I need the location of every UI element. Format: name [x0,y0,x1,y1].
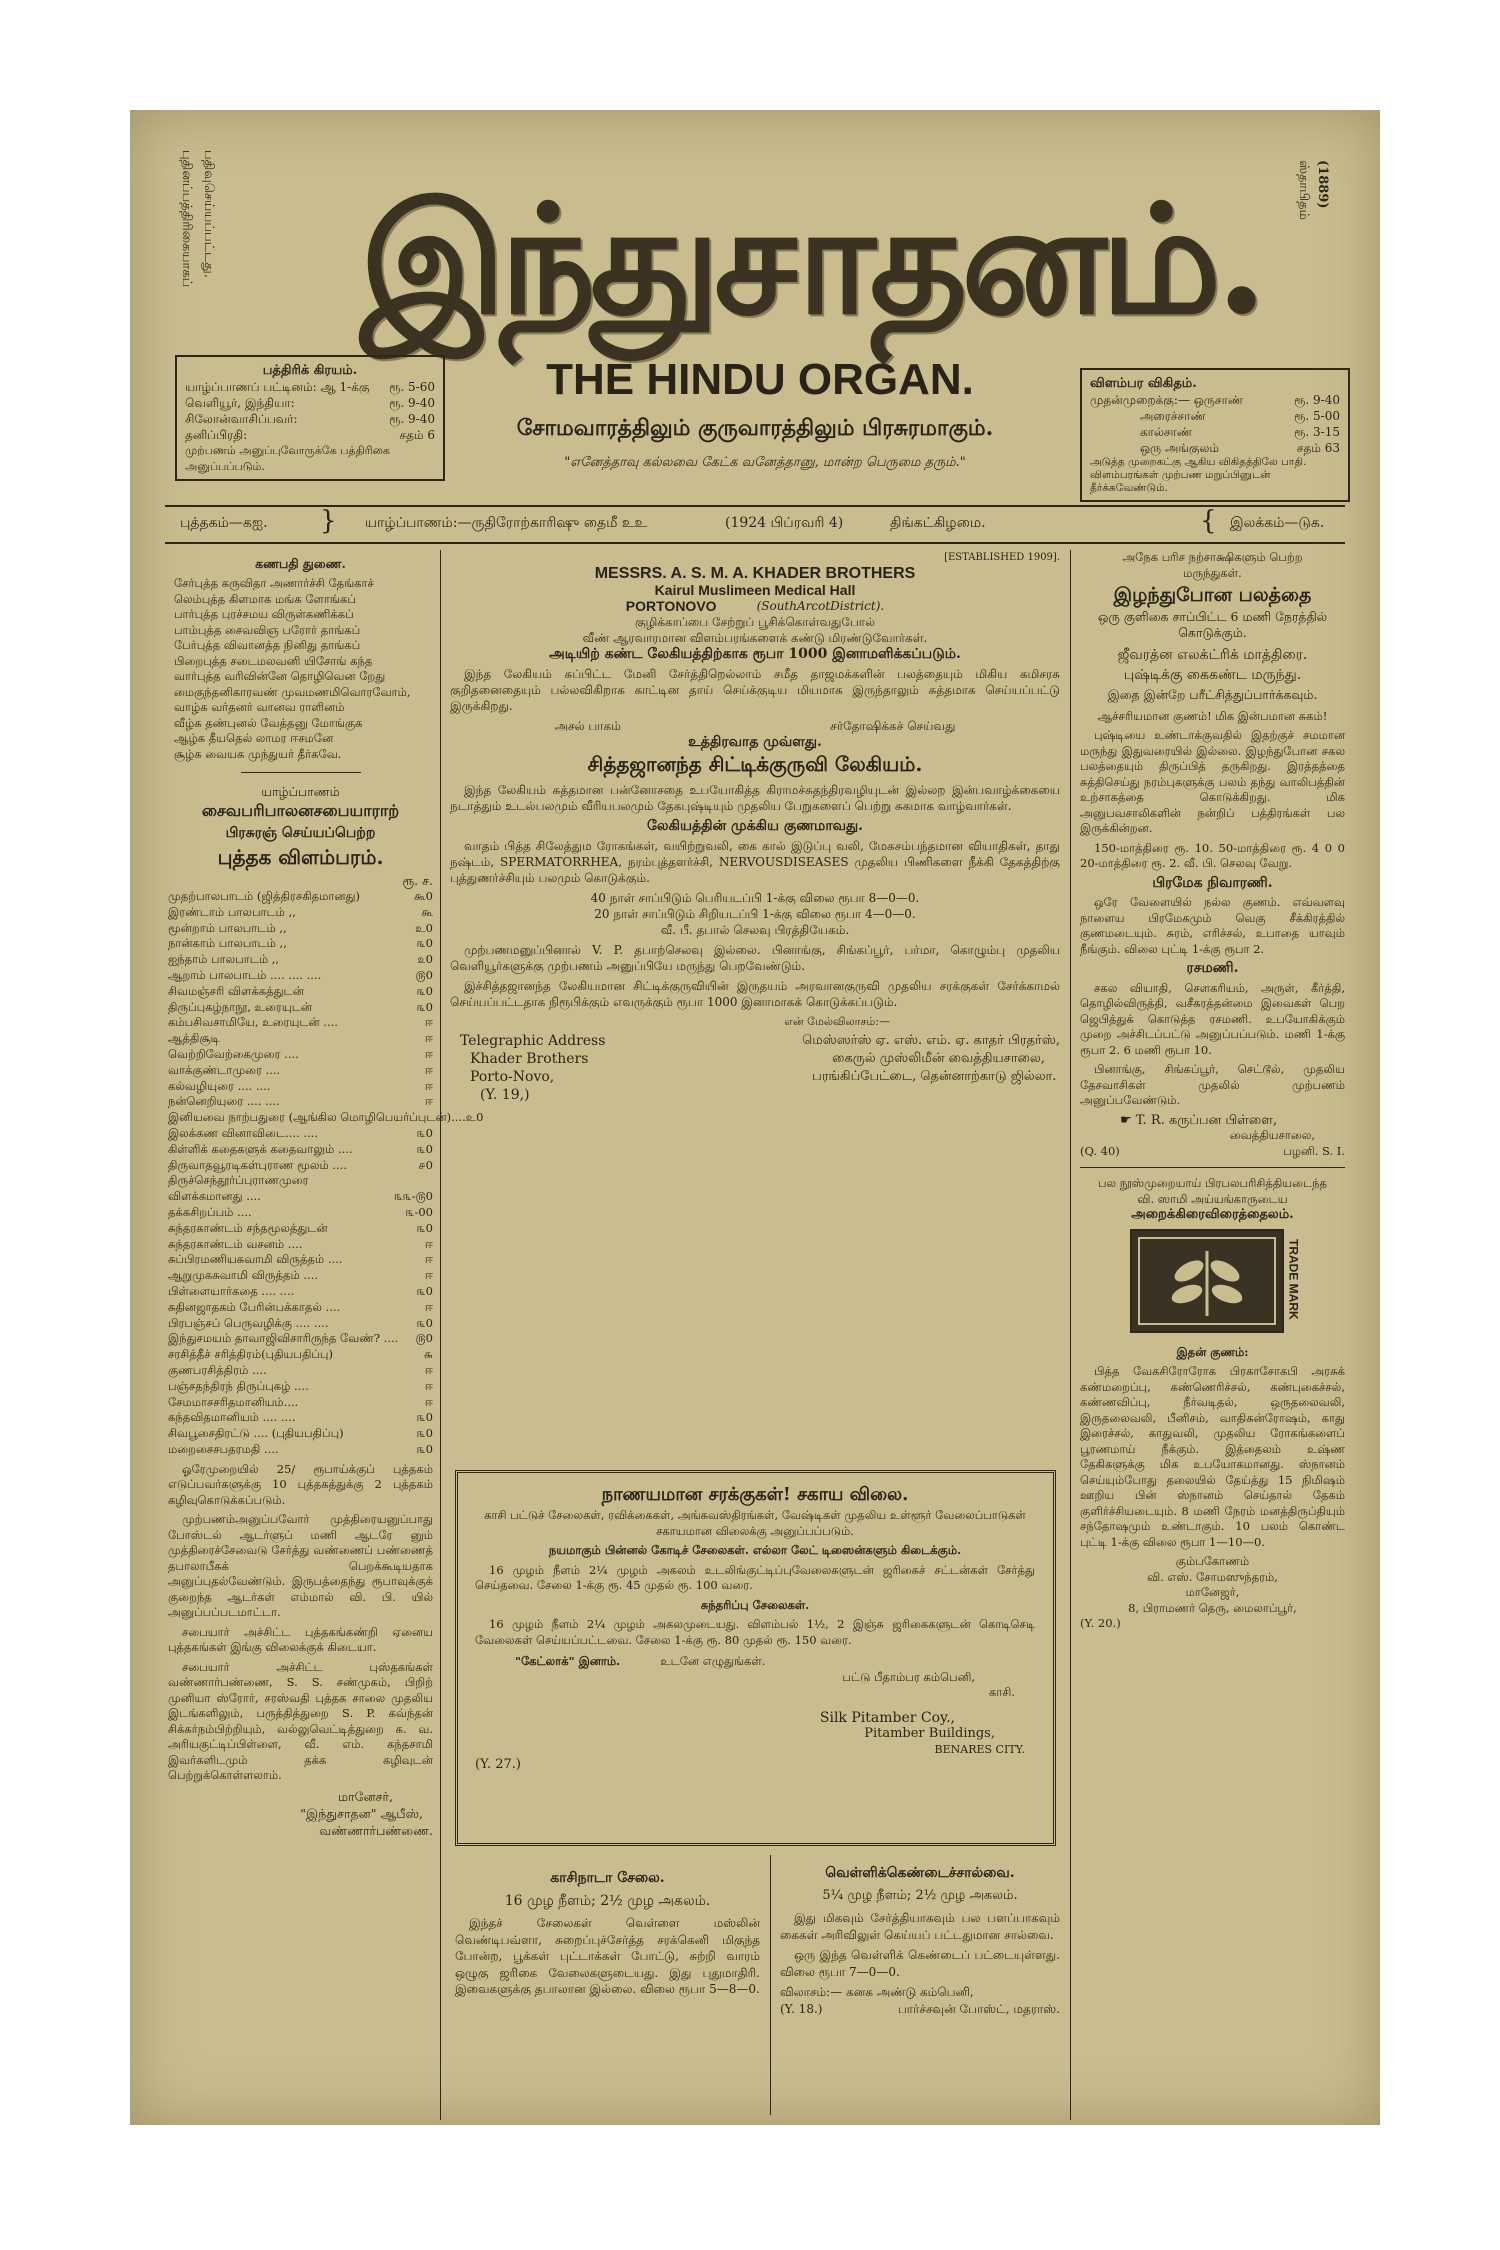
masthead-title-english: THE HINDU ORGAN. [546,355,974,404]
book-row: நன்னெறியுரை .... .... ஈ [168,1094,433,1109]
body-3: சகல வியாதி, சௌகரியம், அருள், கீர்த்தி, தொழில்விருத்தி, வசீகரத்தன்மை இவைகள் பெற ஜெபித்துக் கொடுத்த ரசமணி. உபயோகிக்கும் முறை அச்சிடப்பட்டு அனுப்பப்படும். மணி 1-க்கு ரூபா 2. 6 மணி ரூபா 10. [1080,980,1345,1057]
postage: வீ. பீ. தபால் செலவு பிரத்தியேகம். [660,923,850,937]
book-row: இனியவை நாற்பதுரை (ஆங்கில மொழிபெயர்ப்புடன்).... உ0 [168,1110,484,1125]
book-row: கம்பசிவசாமியே, உரையுடன் .... ஈ [168,1015,433,1030]
shawl-seller: விலாசம்:— கனக அண்டு கம்பெனி, [780,1985,974,1999]
book-list [168,889,484,1458]
book-row: ஆறுமுகசுவாமி விருத்தம் .... ஈ [168,1268,433,1283]
book-row: கிள்ளிக் கதைகளுக் கதைவாலும் .... ௩0 [168,1141,433,1156]
paragraph: வாதம் பித்த சிலேத்தும ரோகங்கள், வயிற்றுவலி, கை கால் இடுப்பு வலி, மேகசம்பந்தமான வியாதிகள், தாது நஷ்டம், SPERMATORRHEA, நரம்புத்தளர்ச்சி, NERVOUSDISEASES முதலிய பிணிகளை நீக்கி தேகத்திற்கு புத்துணர்ச்சியும் பலமும் கொடுக்கும். [450,839,1060,885]
poem-line: லெம்புத்த கிளமாக மங்க ளோங்கப் [174,591,356,606]
book-row: ஆறாம் பாலபாடம் .... .... .... ௫0 [168,967,433,982]
shawl-body: இது மிகவும் சேர்த்தியாகவும் பல பளப்பாகவும் கைகள் அரிவிலுள் கெய்யப் பட்டதுமான சால்வை. [780,1911,1060,1942]
catalog: "கேட்லாக்" இனாம். [515,1654,621,1668]
address-block [450,1032,1060,1104]
left-vertical-1: பதிவுசெய்யப்பட்டது. [201,150,216,278]
established: [ESTABLISHED 1909]. [944,552,1060,563]
price-1: 40 நாள் சாப்பிடும் பெரியடப்பி 1-க்கு விலை ரூபா 8—0—0. [590,891,920,905]
poem-line: பாம்புத்த சைவவிஞ பரோர் தாங்கப் [174,622,361,637]
uses: பித்த வேகசிரோரோக பிரகாசோகபி அரசுக் கண்மறைப்பு, கண்ணெரிச்சல், கண்புகைச்சல், கண்ணவிப்பு, நீர்வடிதல், ஒருதலைவலி, இருதலைவலி, பீனிசம், வாதிகன்ரோஷம், காது இரைச்சல், காதுவலி, முதலிய ரோகங்களைப் பூரணமாய் நீக்கும். இத்தைலம் உஷ்ண தேகிகளுக்கு மிக உபயோகமானது. ஸ்நானம் செய்யும்போது தலையில் தேய்த்து 15 நிமிஷம் ஊறிய பின் ஸ்நானம் செய்தால் தேகம் குளிர்ச்சியடையும். 8 மணி நேரம் மனத்திருப்தியும் சந்தோஷமும் உண்டாகும். 10 பலம் கொண்ட புட்டி 1-க்கு விலை ரூபா 1—10—0. [1080,1364,1345,1549]
book-row: சுந்தரகாண்டம் வசனம் .... ஈ [168,1236,433,1251]
tamil-address-line: கைருல் முஸ்லிமீன் வைத்தியசாலை, [832,1051,1045,1066]
catalog-2: உடனே எழுதுங்கள். [660,1654,766,1668]
book-row: சிவமஞ்சரி விளக்கத்துடன் ௩0 [168,983,433,998]
book-row: வாக்குண்டாமுரை .... ஈ [168,1062,433,1077]
rule [165,505,1345,507]
signoff-1: மானேசர், [337,1788,393,1804]
telegraphic-line: Porto-Novo, [470,1069,555,1085]
book-row: சேமமாசசரிதமானியம்.... ஈ [168,1394,433,1409]
advert-rates-box [1080,368,1350,502]
book-row: இரண்டாம் பாலபாடம் ,, கூ [168,904,433,919]
tamil-address [802,1032,1060,1104]
left-column [168,555,484,1839]
brace: { [1200,506,1217,536]
center-ad [450,550,1060,1104]
seller: ☛ T. R. கருப்பன பிள்ளை, [1120,1112,1278,1128]
shawl-price: ஒரு இந்த வெள்ளிக் கெண்டைப் பட்டையுள்ளது. விலை ரூபா 7—0—0. [780,1948,1060,1979]
masthead-title-tamil: இந்துசாதனம். [360,172,1262,348]
poem-line: சேர்புத்த கருவிதா அணார்ச்சி தேங்காச் [174,576,374,590]
product-1: ஜீவரத்ன எலக்ட்ரிக் மாத்திரை. [1117,647,1308,663]
seller-3: பழனி. S. I. [1283,1143,1345,1158]
label-left: அசல் பாகம் [554,719,621,733]
poem [174,576,433,762]
book-row: மறைசைசபதரமதி .... ௩0 [168,1441,433,1456]
body-4: பினாங்கு, சிங்கப்பூர், செட்டூல், முதலிய தேசவாசிகள் முதலில் முற்பணம் அனுப்பவேண்டும். [1080,1062,1345,1107]
rule [241,772,361,773]
body-2: ஒரே வேளையில் நல்ல குணம். எவ்வளவு நாளைய பிரமேகமும் வெகு சீக்கிரத்தில் குணமடையும். சுரம், எரிச்சல், உபாதை யாவும் நீங்கும். விலை புட்டி 1-க்கு ரூபா 2. [1080,895,1345,956]
poem-line: சூழ்க வையக முந்துயர் தீர்கவே. [174,746,342,761]
section-head: லேகியத்தின் முக்கிய குணமாவது. [646,818,864,834]
pub-org-line1: யாழ்ப்பாணம் [261,784,340,799]
pub-org-line2: சைவபரிபாலனசபையாராற் [201,801,400,820]
agent-1: வி. எஸ். சோமஸுந்தரம், [1147,1569,1278,1584]
silk-line2: நயமாகும் பின்னல் கோடிச் சேலைகள். எல்லா லேட் டிஸைன்களும் கிடைக்கும். [548,1543,962,1557]
rate-row: கால்சாண் ரூ. 3-15 [1140,425,1340,439]
column-divider [1070,550,1071,2120]
book-row: சுப்பிரமணியசுவாமி விருத்தம் .... ஈ [168,1252,433,1267]
building: Pitamber Buildings, [864,1726,995,1741]
book-row: குணபரசித்திரம் .... ஈ [168,1362,433,1377]
trademark-image [1130,1229,1284,1333]
district: (SouthArcotDistrict). [756,599,885,613]
book-row: விளக்கமானது .... ௩௩-௫0 [168,1189,433,1204]
ad2-line2: வி. ஸாமி அய்யங்காருடைய [1137,1191,1288,1206]
label-row [450,718,1060,734]
seller-2: வைத்தியசாலை, [1229,1128,1315,1142]
subscription-row: சிலோன்வாசிப்பவர்: ரூ. 9-40 [185,412,435,426]
shawl-code: (Y. 18.) [780,2001,823,2016]
book-row: பிரபஞ்சப் பெருவழிக்கு .... .... ௩0 [168,1315,433,1330]
shawl-size: 5¼ முழ நீளம்; 2½ முழ அகலம். [822,1887,1018,1903]
label-right: சர்தோஷிக்கச் செய்வது [830,719,956,733]
book-row: சுந்தரகாண்டம் சந்தமூலத்துடன் ௩0 [168,1220,433,1235]
signoff-3: வண்ணார்பண்ணை. [319,1822,433,1838]
shawl-ad [780,1865,1060,2017]
company-en: Silk Pitamber Coy., [819,1709,955,1726]
poem-line: வாழ்க வர்தனர் வானவ ராளினம் [174,700,345,714]
rate-row: ஒரு அங்குலம் சதம் 63 [1140,441,1340,455]
weekday: திங்கட்கிழமை. [890,515,986,531]
firm-name: MESSRS. A. S. M. A. KHADER BROTHERS [594,565,916,582]
notes [168,1462,433,1784]
shawl-title: வெள்ளிக்கெண்டைச்சால்வை. [825,1865,1015,1881]
poem-line: பிறைபுத்த சடைமலவனி யிசோங் கந்த [174,653,373,668]
shawl-seller-city: பார்ச்சவுன் போஸ்ட், மதராஸ். [897,2001,1060,2016]
head-2: பிரமேக நிவாரணி. [1152,874,1273,891]
book-row: நான்காம் பாலபாடம் ,, ௩0 [168,936,433,951]
city: PORTONOVO [625,598,717,614]
invocation: கணபதி துணை. [255,556,346,571]
rule [1080,1167,1345,1168]
headline-1: இழந்துபோன பலத்தை [1113,584,1312,606]
silk-line1: காசி பட்டுச் சேலைகள், ரவிக்கைகள், அங்கவஸ்திரங்கள், வேஷ்டிகள் முதலிய உள்ளூர் வேலைப்பாடுகள் சகாயமான விலைக்கு அனுப்பப்படும். [484,1508,1026,1538]
kasi-title: காசிநாடா சேலை. [550,1870,665,1886]
note: முற்பணம்அனுப்பவோர் முத்திரையனுப்பாது போஸ்டல் ஆடர்ளுப் மணி ஆடரே னும் முத்திரைச்சேவைடு சேர்த்து வண்ணைப் பண்ணைத் தபாலாபீசுக் பெறக்கூடியதாக அனுப்புதல்வேண்டும். இருபத்தைந்து ரூபாவுக்குக் குறைந்த ஆடர்கள் எம்மால் வி. பி. யில் அனுப்பப்படமாட்டா. [168,1512,433,1620]
agent: கும்பகோணம் [1175,1554,1250,1568]
intro-1: அநேக பரிச நற்சாக்ஷிகளும் பெற்ற [1122,550,1303,564]
book-row: திருச்செந்தூர்ப்புராணமுரை [168,1173,309,1188]
ad-line2: வீண் ஆரவாரமான விளம்பரங்களைக் கண்டு மிரண்டுவோர்கள். [582,631,928,645]
paragraph: இந்த லேகியம் சுப்பிட்ட மேனி சேர்த்திறெல்லாம் சமீத தாஜமக்களின் பலத்தையும் மிகிய கமிசரசு குறிதனைதையும் பல்லவிகிறாக காட்டின தாய் செய்க்குடிய மியமாக இருந்தாலும் சுத்தமாக செய்யப்பட்டு இருக்கிறது. [450,667,1060,713]
book-row: ஆத்திசூடி ஈ [168,1031,433,1046]
subscription-row: வெளியூர், இந்தியா: ரூ. 9-40 [185,396,435,410]
currency-header: ரூ. ச. [402,873,433,888]
leaf-emblem-icon [1137,1236,1277,1326]
telegraphic-line: Khader Brothers [470,1051,589,1067]
book-row: பிள்ளையார்கதை .... .... ௩0 [168,1283,433,1298]
intro-2: மருந்துகள். [1183,565,1242,580]
subscription-note: முற்பணம் அனுப்புவோருக்கே பத்திரிகை அனுப்பப்படும். [185,444,390,473]
kasi-body: இந்தச் சேலைகள் வெள்ளை மஸ்லின் வெண்டிபவ்ளா, சுறைப்புச்சேர்த்த சரக்கெனி மிகுந்த போன்ற, பூக்கள் புட்டாக்கள் போட்டு, சுற்றி வாரம் ஒழுகு ஜரிகை வேலைகளுடையது. இது புதுமாதிரி. இவைகளுக்கு தபாலான இல்லை. விலை ரூபா 5—8—0. [455,1916,760,1996]
paragraph: முற்பணமனுப்பினால் V. P. தபாற்செலவு இல்லை. பினாங்கு, சிங்கப்பூர், பர்மா, கொழும்பு முதலிய வெளியூர்களுக்கு முற்பணம் அனுப்பியே மருந்து பெறவேண்டும். [450,943,1060,973]
right-vertical-2: ஸ்தாபிதம் [1296,160,1311,221]
book-row: திருவாதவூரடிகள்புராண மூலம் .... ௪0 [168,1157,433,1172]
city-line [450,598,1060,614]
shawl-seller-row [780,2001,1060,2018]
masthead-subtitle: சோமவாரத்திலும் குருவாரத்திலும் பிரசுரமாகும். [516,415,994,441]
book-row: கந்தவிதமானியம் .... .... ௩0 [168,1410,433,1425]
agent-3: 8, பிராமணர் தெரு, மைலாப்பூர், [1128,1600,1297,1615]
volume: புத்தகம்—கஐ. [180,515,268,531]
price-2: 20 நாள் சாப்பிடும் சிறியடப்பி 1-க்கு விலை ரூபா 4—0—0. [594,907,916,921]
signoff-2: "இந்துசாதன" ஆபீஸ், [300,1805,423,1821]
poem-line: வார்புத்த வரிவின்னே தொழிவென றேது [174,669,386,683]
rate-note: அடுத்த முறைகட்கு ஆகிய விகிதத்திலே பாதி. [1090,456,1307,468]
masthead-motto: "எனேத்தாவு கல்லவை கேட்க வனேத்தானு, மான்ற பெருமை தரும்." [564,455,966,470]
silk-line3: 16 முழம் நீளம் 2¼ முழம் அகலம் உடலிங்குட்டிப்புவேலைகளுடன் ஜரிகைச் சட்டன்கள் சேர்த்து செய்தவை. சேலை 1-க்கு ரூ. 45 முதல் ரூ. 100 வரை. [475,1562,1035,1592]
book-row: கல்வழியுரை .... .... ஈ [168,1078,433,1093]
head-note: ஆச்சரியமான குணம்! மிக இன்பமான சுகம்! [1097,708,1328,723]
tamil-address-line: மெஸ்ஸர்ஸ் ஏ. எஸ். எம். ஏ. காதர் பிரதர்ஸ், [802,1033,1060,1048]
rate-note: விளம்பரங்கள் முற்பண மறுப்பினுடன் தீர்க்கவேண்டும். [1090,469,1271,494]
product-2: புஷ்டிக்கு கைகண்ட மருந்து. [1123,666,1302,683]
catalog-row [475,1654,1035,1670]
poem-line: ஆழ்க தீயதெல் லாமர ஈசமனே [174,731,334,745]
note: ஓரேமுறையில் 25/ ரூபாய்க்குப் புத்தகம் எடுப்பவர்களுக்கு 10 புத்தகத்துக்கு 2 புத்தகம் கழிவுகொடுக்கப்படும். [168,1461,433,1507]
uses-head: இதன் குணம்: [1176,1344,1249,1359]
city-en: BENARES CITY. [934,1742,1025,1756]
right-column [1080,550,1345,1632]
english-date: (1924 பிப்ரவரி 4) [725,515,844,531]
ad2-line3: அறைக்கிரைவிரைத்தைலம். [1131,1207,1294,1222]
right-code: (Q. 40) [1080,1143,1120,1158]
company-ta: பட்டு பீதாம்பர கம்பெனி, [842,1669,975,1684]
note: சபையார் அச்சிட்ட புத்தகங்கண்றி ஏனைய புத்தகங்கள் இங்கு விலைக்குக் கிடையா. [168,1624,433,1655]
poem-line: வீழ்க தண்புனல் வேத்தனு மோங்குக [174,715,363,730]
reward: அடியிற் கண்ட லேகியத்திற்காக ரூபா 1000 இனாமளிக்கப்படும். [549,646,961,662]
head-3: ரசமணி. [1186,960,1239,976]
book-row: இலக்கண வினாவிடை.... .... ௩0 [168,1125,433,1140]
silk-line4: 16 முழம் நீளம் 2¼ முழம் அகலமுடையது. விளம்பல் 1½, 2 இஞ்சு ஜரிகைகளுடன் கொடிசெடி வேலைகள் செய்யப்பட்டவை. சேலை 1-க்கு ரூ. 80 முதல் ரூ. 150 வரை. [475,1617,1035,1647]
kasi-saree-ad [455,1870,760,2002]
place-date: யாழ்ப்பாணம்:—ருதிரோற்காரிஷு தைமீ உஉ [365,515,648,531]
subscription-title: பத்திரிக் கிரயம். [262,363,358,378]
silk-code: (Y. 27.) [475,1757,521,1772]
poem-line: பேர்புத்த விவானத்த நினிது தாங்கப் [174,638,361,652]
book-row: முதற்பாலபாடம் (ஜித்திரசகிதமானது) கூ0 [168,889,433,903]
right-code-2: (Y. 20.) [1080,1616,1121,1630]
book-row: மூன்றாம் பாலபாடம் ,, உ0 [168,920,433,935]
pub-title: புத்தக விளம்பரம். [217,845,384,869]
trademark-area [1080,1229,1345,1339]
subscription-row: தனிப்பிரதி: சதம் 6 [185,428,435,442]
book-row: சுதினஜாதகம் பேரின்பக்காதல் .... ஈ [168,1299,433,1314]
seller-row [1080,1144,1345,1160]
body: புஷ்டியை உண்டாக்குவதில் இதற்குச் சமமான மருந்து இதுவரையில் இல்லை. இழந்துபோன சகல பலத்தையும் திருப்பித் தருகிறது. இரத்தத்தை சுத்திசெய்து நரம்புகளுக்கு பலம் தந்து வாலிபத்தின் உற்சாகத்தை கொடுக்கிறது. மிக அனுபவசாலிகளின் நன்றிப் பத்திரங்கள் பல இருக்கின்றன. [1080,728,1345,835]
ad-line1: குழிக்காப்பை சேற்றுப் பூசிக்கொள்வதுபோல் [634,615,876,629]
city-ta: காசி. [988,1685,1015,1699]
column-divider [440,550,441,2120]
telegraphic-line: Telegraphic Address [460,1033,606,1049]
trademark-label: TRADE MARK [1286,1238,1301,1320]
silk-headline: நாணயமான சரக்குகள்! சகாய விலை. [601,1484,909,1505]
book-row: திருப்புகழ்நாநூ, உரையுடன் ௩0 [168,999,433,1014]
book-row: சிவபூசைதிரட்டு .... (புதியபதிப்பு) ௩0 [168,1426,433,1441]
poem-line: பார்புத்த புரச்சமய விருள்கணிக்கப் [174,607,354,621]
silk-sub: சுந்தரிப்பு சேலைகள். [700,1597,810,1612]
brace: } [320,506,337,536]
rate-row: அரைச்சாண் ரூ. 5-00 [1140,409,1340,423]
ad2-line1: பல நூஸ்முறையாய் பிரபலபரிசித்தியடைந்த [1097,1176,1328,1190]
silk-ad [475,1482,1035,1773]
agent-2: மானேஜர், [1185,1585,1240,1599]
address-label: என் மேல்விலாசம்:— [784,1015,890,1028]
rule [165,542,1345,544]
subscription-box [175,355,445,481]
column-divider [770,1855,771,2115]
product-name: சித்தஜானந்த சிட்டிக்குருவி லேகியம். [587,752,923,776]
book-row: வெற்றிவேற்கைமுரை .... ஈ [168,1046,433,1061]
book-row: சரசித்தீச் சரித்திரம்(புதியபதிப்பு) ௬ [168,1347,433,1362]
subscription-row: யாழ்ப்பாணப் பட்டினம்: ஆ 1-க்கு ரூ. 5-60 [185,380,435,394]
tagline: ஒரு குளிகை சாப்பிட்ட 6 மணி நேரத்தில் கொடுக்கும். [1097,609,1328,640]
hall-name: Kairul Muslimeen Medical Hall [654,582,856,598]
guarantee: உத்திரவாத முவ்ளது. [688,734,822,750]
right-vertical-1: (1889) [1315,160,1330,209]
book-row: ஐந்தாம் பாலபாடம் ,, ௨0 [168,952,433,967]
advert-rates-title: விளம்பர விகிதம். [1090,376,1197,391]
prices: 150-மாத்திரை ரூ. 10. 50-மாத்திரை ரூ. 4 0 0 20-மாத்திரை ரூ. 2. வீ. பி. செலவு வேறு. [1080,840,1345,870]
paragraph: இந்த லேகியம் சுத்தமான பன்னோசதை உபயோகித்த கிராமச்சுதந்திரவழியுடன் இல்லற இன்பவாழ்க்கையை நடாத்தும் உடல்பலமும் வீரியபலமும் தேகபுஷ்டியும் முதலிய பேறுகளைப் பெற்று சுகமாக வாழ்வார்கள். [450,783,1060,813]
pub-org-line3: பிரசுரஞ் செய்யப்பெற்ற [225,825,376,841]
newspaper-page [130,110,1380,2125]
poem-line: மைகுந்தனிகாரவண் முவமணமிவொரவோம், [174,684,411,699]
rate-row: முதன்முறைக்கு:— ஒருசாண் ரூ. 9-40 [1090,393,1340,407]
left-vertical-2: புதினப்பத்திரிகையாகப் [179,150,194,288]
ad-code: (Y. 19,) [480,1087,530,1103]
issue-number: இலக்கம்—டுக. [1230,515,1325,531]
book-row: இந்துசமயம் தாவாஜிவிசாரிருந்த வேண்? .... ௫0 [168,1331,433,1346]
book-row: பஞ்சதந்திரந் திருப்புகழ் .... ஈ [168,1378,433,1393]
hand-icon: ☛ [1120,1112,1136,1128]
book-row: தக்கசிறப்பம் .... ௩-00 [168,1204,433,1219]
kasi-size: 16 முழ நீளம்; 2½ முழ அகலம். [504,1892,711,1909]
note: சபையார் அச்சிட்ட புஸ்தகங்கள் வண்ணார்பண்ணை, S. S. சண்முகம், பிறிற் முனியா ஸ்ரோர், சரஸ்வதி புத்தக சாலை முதலிய இடங்களிலும், பருத்தித்துறை S. P. கவ்ந்தன் சிக்கர்நம்பிற்றியும், வல்லுவெட்டித்துறை க. வ. அரியகுட்டிப்பிள்ளை, வீ. எம். கந்தசாமி இவர்களிடமும் தக்க கழிவுடன் பெற்றுக்கொள்ளலாம். [168,1659,433,1783]
telegraphic-block [450,1032,605,1104]
paragraph: இச்சித்தஜானந்த லேகியமான சிட்டிக்குருவியின் இருதயம் அரவானகுருவி முதலிய சரக்குகள் சேர்க்காமல் செய்யப்பட்டதாக நிரூபிக்கும் எவருக்கும் ரூபா 1000 இனாமாகக் கொடுக்கப்படும். [450,979,1060,1009]
product-3: இதை இன்றே பரீட்சித்துப்பார்க்கவும். [1107,687,1318,702]
tamil-address-line: பரங்கிப்பேட்டை, தென்னாற்காடு ஜில்லா. [812,1069,1057,1084]
